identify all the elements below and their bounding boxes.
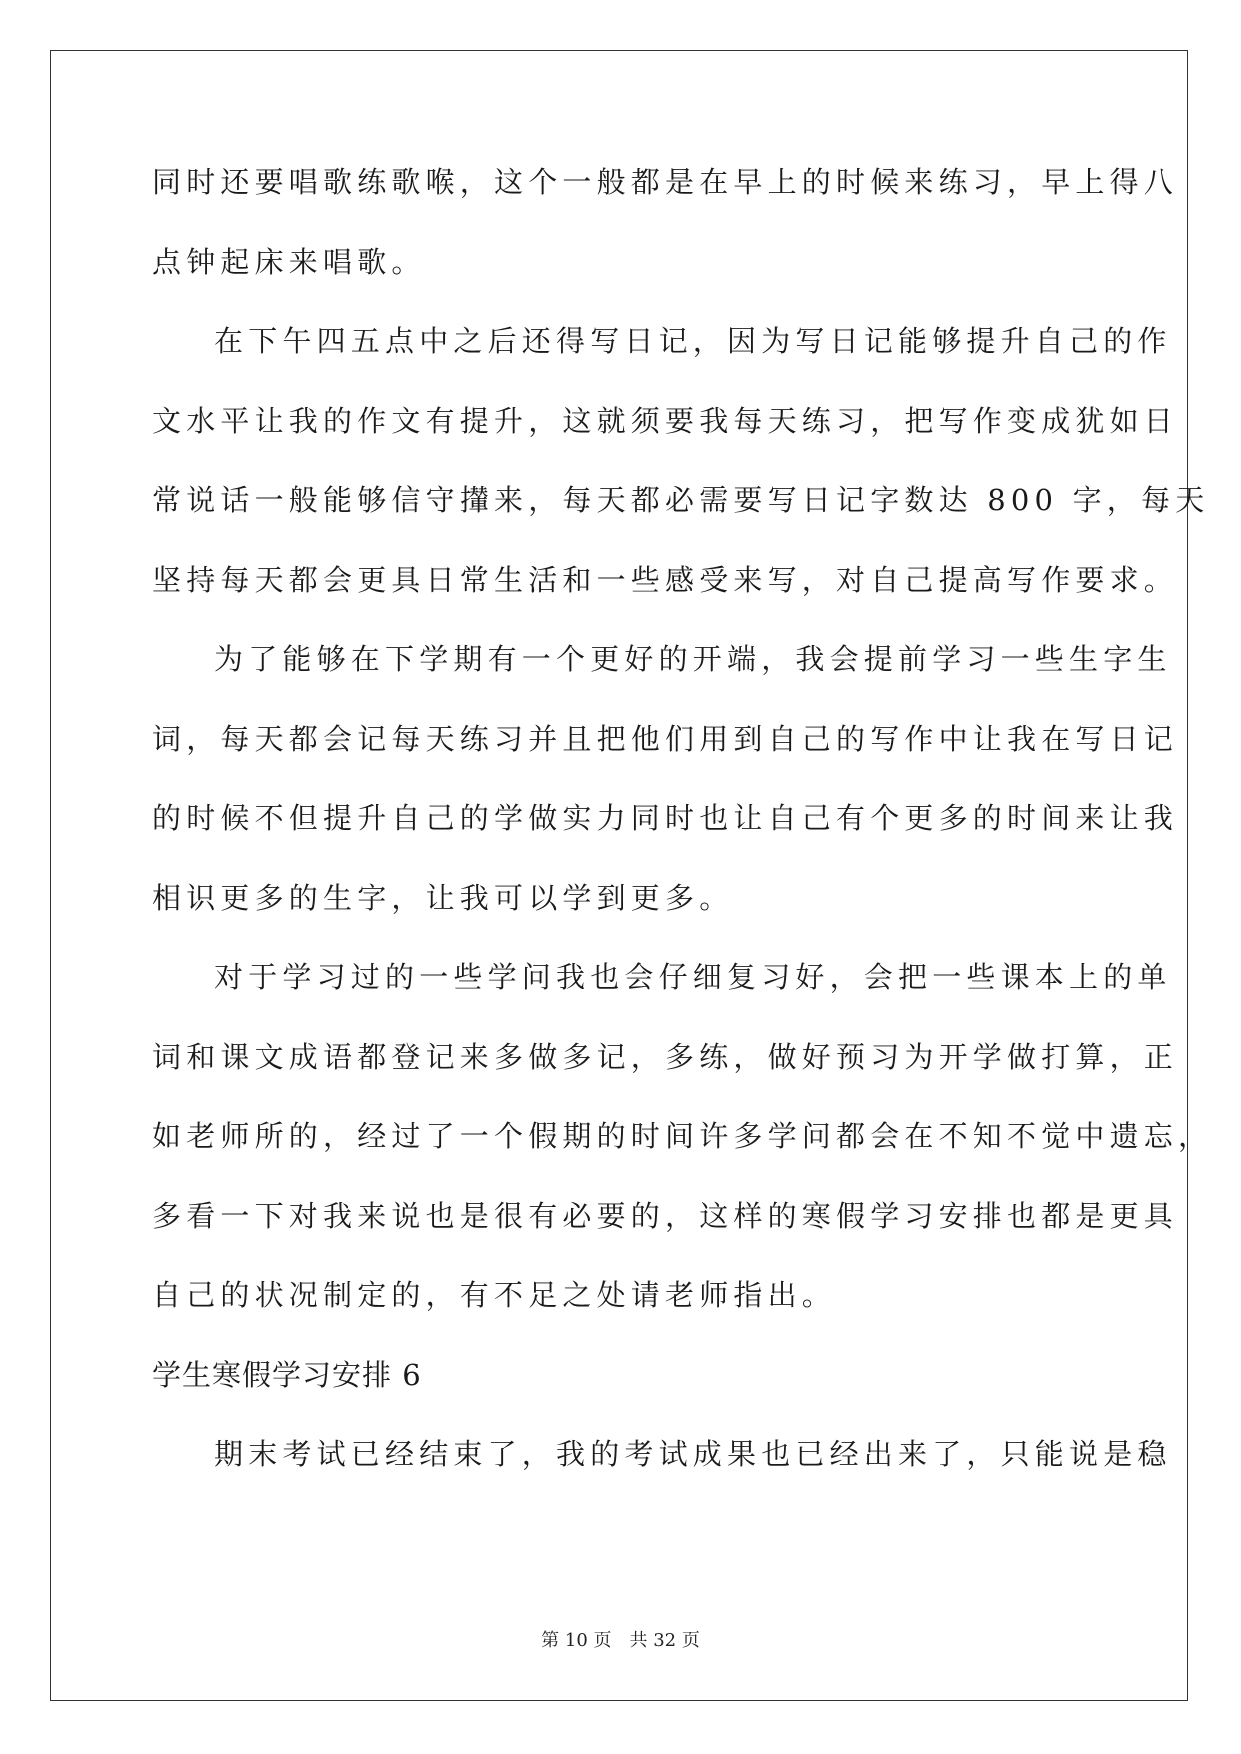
paragraph [152,1434,1172,1474]
paragraph [152,321,1210,600]
page-footer [0,1629,1241,1653]
heading-text: 学生寒假学习安排 6 [152,1357,422,1392]
text-line: 常说话一般能够信守攆来，每天都必需要写日记字数达 800 字，每天 [152,483,1210,517]
section-heading [152,1355,1092,1395]
paragraph [152,639,1179,918]
paragraph [152,162,1179,282]
text-line: 文水平让我的作文有提升，这就须要我每天练习，把写作变成犹如日 [152,403,1179,438]
document-body [152,162,1213,1474]
text-line: 自己的状况制定的，有不足之处请老师指出。 [152,1278,837,1312]
text-line: 为了能够在下学期有一个更好的开端，我会提前学习一些生字生 [214,642,1172,676]
text-line: 对于学习过的一些学问我也会仔细复习好，会把一些课本上的单 [214,960,1172,994]
text-line: 相识更多的生字，让我可以学到更多。 [152,880,734,915]
text-line: 多看一下对我来说也是很有必要的，这样的寒假学习安排也都是更具 [152,1198,1179,1233]
text-line: 的时候不但提升自己的学做实力同时也让自己有个更多的时间来让我 [152,801,1179,835]
text-line: 如老师所的，经过了一个假期的时间许多学问都会在不知不觉中遗忘， [152,1119,1213,1153]
text-line: 点钟起床来唱歌。 [152,244,426,279]
text-line: 坚持每天都会更具日常生活和一些感受来写，对自己提高写作要求。 [152,562,1179,597]
text-line: 期末考试已经结束了，我的考试成果也已经出来了，只能说是稳 [214,1437,1172,1471]
text-line: 词，每天都会记每天练习并且把他们用到自己的写作中让我在写日记 [152,721,1179,756]
page-total: 共 32 页 [629,1630,700,1651]
page-number: 第 10 页 [541,1630,612,1651]
text-line: 在下午四五点中之后还得写日记，因为写日记能够提升自己的作 [214,324,1172,358]
paragraph [152,957,1213,1315]
text-line: 词和课文成语都登记来多做多记，多练，做好预习为开学做打算，正 [152,1039,1179,1074]
text-line: 同时还要唱歌练歌喉，这个一般都是在早上的时候来练习，早上得八 [152,165,1179,199]
